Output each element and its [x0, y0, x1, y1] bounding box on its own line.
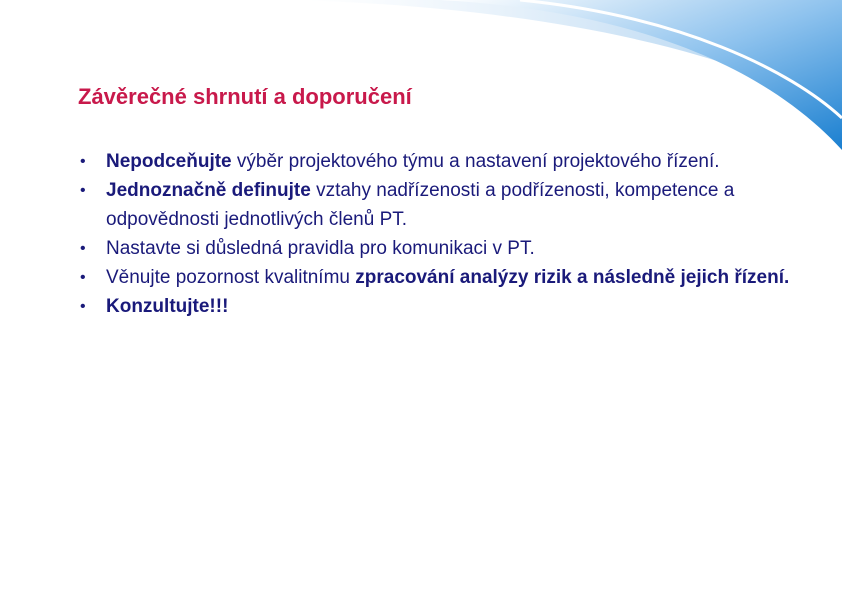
bullet-text: Věnujte pozornost kvalitnímu — [106, 267, 356, 288]
bullet-text: výběr projektového týmu a nastavení projektového řízení. — [231, 151, 720, 172]
bullet-item — [78, 263, 798, 292]
bullet-text: vztahy nadřízenosti a podřízenosti, kompetence a odpovědnosti jednotlivých členů PT. — [106, 180, 735, 230]
bullet-text: Nepodceňujte — [106, 151, 232, 172]
slide-title: Závěrečné shrnutí a doporučení — [78, 84, 412, 109]
bullet-icon: • — [80, 269, 86, 286]
bullet-text: Nastavte si důsledná pravidla pro komunikaci v PT. — [106, 238, 535, 259]
bullet-item — [78, 147, 798, 176]
bullet-item — [78, 234, 798, 263]
bullet-item — [78, 176, 798, 234]
decorative-swoosh — [0, 0, 842, 160]
bullet-item — [78, 292, 798, 321]
bullet-icon: • — [80, 182, 86, 199]
bullet-text: zpracování analýzy rizik a následně jejich řízení. — [355, 267, 790, 288]
bullet-icon: • — [80, 298, 86, 315]
bullet-text: Jednoznačně definujte — [106, 180, 311, 201]
bullet-list — [78, 147, 798, 321]
bullet-text: Konzultujte!!! — [106, 296, 229, 317]
bullet-icon: • — [80, 240, 86, 257]
bullet-icon: • — [80, 153, 86, 170]
